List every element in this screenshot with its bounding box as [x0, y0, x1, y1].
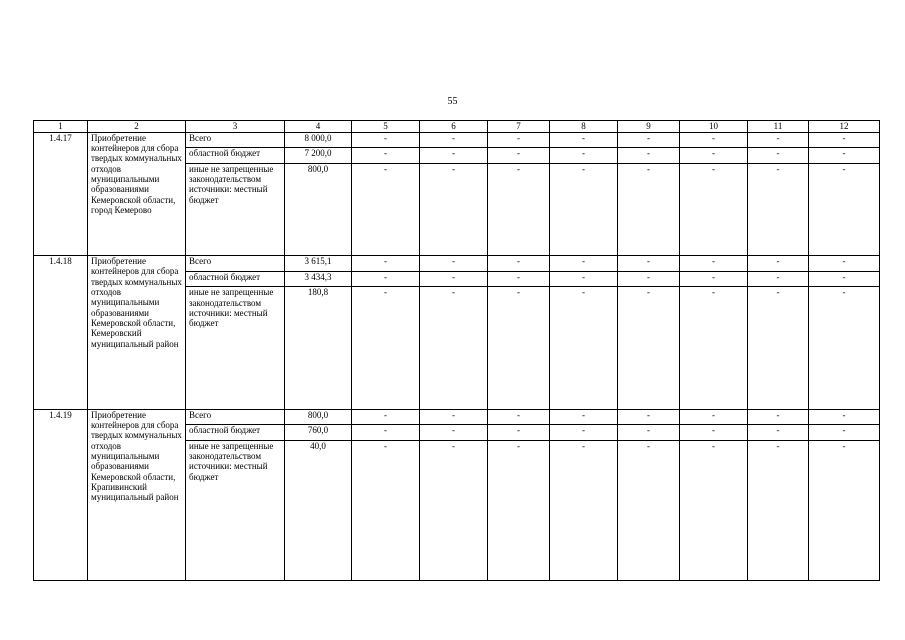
column-header: 4	[285, 121, 352, 133]
value-cell: -	[488, 148, 550, 164]
amount-cell: 8 000,0	[285, 132, 352, 148]
funding-source: Всего	[186, 409, 285, 425]
column-header: 7	[488, 121, 550, 133]
value-cell: -	[352, 440, 420, 580]
funding-source: иные не запрещенные законодательством источники: местный бюджет	[186, 287, 285, 409]
value-cell: -	[680, 287, 748, 409]
value-cell: -	[748, 256, 809, 272]
value-cell: -	[488, 271, 550, 287]
value-cell: -	[550, 163, 618, 255]
funding-source: иные не запрещенные законодательством источники: местный бюджет	[186, 163, 285, 255]
value-cell: -	[618, 256, 680, 272]
amount-cell: 3 434,3	[285, 271, 352, 287]
value-cell: -	[809, 163, 880, 255]
value-cell: -	[550, 132, 618, 148]
item-name: Приобретение контейнеров для сбора твердых коммунальных отходов муниципальными образованиями Кемеровской области, Крапивинский муниципальный район	[88, 409, 186, 580]
value-cell: -	[550, 287, 618, 409]
amount-cell: 7 200,0	[285, 148, 352, 164]
value-cell: -	[488, 440, 550, 580]
value-cell: -	[680, 425, 748, 441]
page-number: 55	[447, 96, 458, 107]
value-cell: -	[488, 256, 550, 272]
value-cell: -	[680, 132, 748, 148]
value-cell: -	[488, 425, 550, 441]
value-cell: -	[550, 409, 618, 425]
column-header: 1	[34, 121, 88, 133]
value-cell: -	[748, 132, 809, 148]
value-cell: -	[680, 148, 748, 164]
value-cell: -	[618, 271, 680, 287]
column-header: 3	[186, 121, 285, 133]
funding-source: областной бюджет	[186, 148, 285, 164]
column-number-row	[34, 121, 880, 133]
budget-table	[33, 120, 880, 581]
column-header: 10	[680, 121, 748, 133]
value-cell: -	[618, 132, 680, 148]
value-cell: -	[748, 425, 809, 441]
funding-source: Всего	[186, 256, 285, 272]
value-cell: -	[420, 440, 488, 580]
value-cell: -	[352, 148, 420, 164]
value-cell: -	[618, 148, 680, 164]
value-cell: -	[420, 271, 488, 287]
value-cell: -	[618, 440, 680, 580]
value-cell: -	[550, 440, 618, 580]
value-cell: -	[680, 409, 748, 425]
value-cell: -	[748, 148, 809, 164]
column-header: 2	[88, 121, 186, 133]
value-cell: -	[550, 425, 618, 441]
item-number: 1.4.18	[34, 256, 88, 410]
value-cell: -	[420, 256, 488, 272]
amount-cell: 3 615,1	[285, 256, 352, 272]
value-cell: -	[809, 425, 880, 441]
value-cell: -	[550, 256, 618, 272]
value-cell: -	[680, 256, 748, 272]
value-cell: -	[352, 163, 420, 255]
table-row	[34, 132, 880, 148]
amount-cell: 800,0	[285, 163, 352, 255]
value-cell: -	[550, 271, 618, 287]
amount-cell: 760,0	[285, 425, 352, 441]
value-cell: -	[748, 440, 809, 580]
value-cell: -	[809, 256, 880, 272]
value-cell: -	[420, 148, 488, 164]
value-cell: -	[809, 148, 880, 164]
value-cell: -	[352, 132, 420, 148]
value-cell: -	[352, 425, 420, 441]
amount-cell: 40,0	[285, 440, 352, 580]
value-cell: -	[420, 287, 488, 409]
value-cell: -	[618, 287, 680, 409]
value-cell: -	[748, 163, 809, 255]
value-cell: -	[809, 440, 880, 580]
column-header: 6	[420, 121, 488, 133]
value-cell: -	[352, 256, 420, 272]
value-cell: -	[420, 409, 488, 425]
value-cell: -	[550, 148, 618, 164]
item-name: Приобретение контейнеров для сбора твердых коммунальных отходов муниципальными образованиями Кемеровской области, Кемеровский муниципальный район	[88, 256, 186, 410]
column-header: 12	[809, 121, 880, 133]
value-cell: -	[352, 287, 420, 409]
value-cell: -	[809, 409, 880, 425]
funding-source: областной бюджет	[186, 271, 285, 287]
value-cell: -	[488, 409, 550, 425]
value-cell: -	[420, 425, 488, 441]
value-cell: -	[748, 271, 809, 287]
funding-source: иные не запрещенные законодательством источники: местный бюджет	[186, 440, 285, 580]
value-cell: -	[748, 409, 809, 425]
value-cell: -	[352, 271, 420, 287]
amount-cell: 800,0	[285, 409, 352, 425]
column-header: 5	[352, 121, 420, 133]
column-header: 9	[618, 121, 680, 133]
value-cell: -	[748, 287, 809, 409]
item-number: 1.4.17	[34, 132, 88, 255]
value-cell: -	[420, 132, 488, 148]
column-header: 8	[550, 121, 618, 133]
item-name: Приобретение контейнеров для сбора твердых коммунальных отходов муниципальными образованиями Кемеровской области, город Кемерово	[88, 132, 186, 255]
value-cell: -	[809, 287, 880, 409]
value-cell: -	[809, 271, 880, 287]
value-cell: -	[680, 163, 748, 255]
value-cell: -	[618, 409, 680, 425]
table-row	[34, 409, 880, 425]
value-cell: -	[618, 163, 680, 255]
amount-cell: 180,8	[285, 287, 352, 409]
table-row	[34, 256, 880, 272]
value-cell: -	[809, 132, 880, 148]
funding-source: областной бюджет	[186, 425, 285, 441]
column-header: 11	[748, 121, 809, 133]
value-cell: -	[488, 163, 550, 255]
value-cell: -	[420, 163, 488, 255]
item-number: 1.4.19	[34, 409, 88, 580]
value-cell: -	[618, 425, 680, 441]
value-cell: -	[352, 409, 420, 425]
value-cell: -	[680, 440, 748, 580]
funding-source: Всего	[186, 132, 285, 148]
value-cell: -	[680, 271, 748, 287]
value-cell: -	[488, 132, 550, 148]
value-cell: -	[488, 287, 550, 409]
